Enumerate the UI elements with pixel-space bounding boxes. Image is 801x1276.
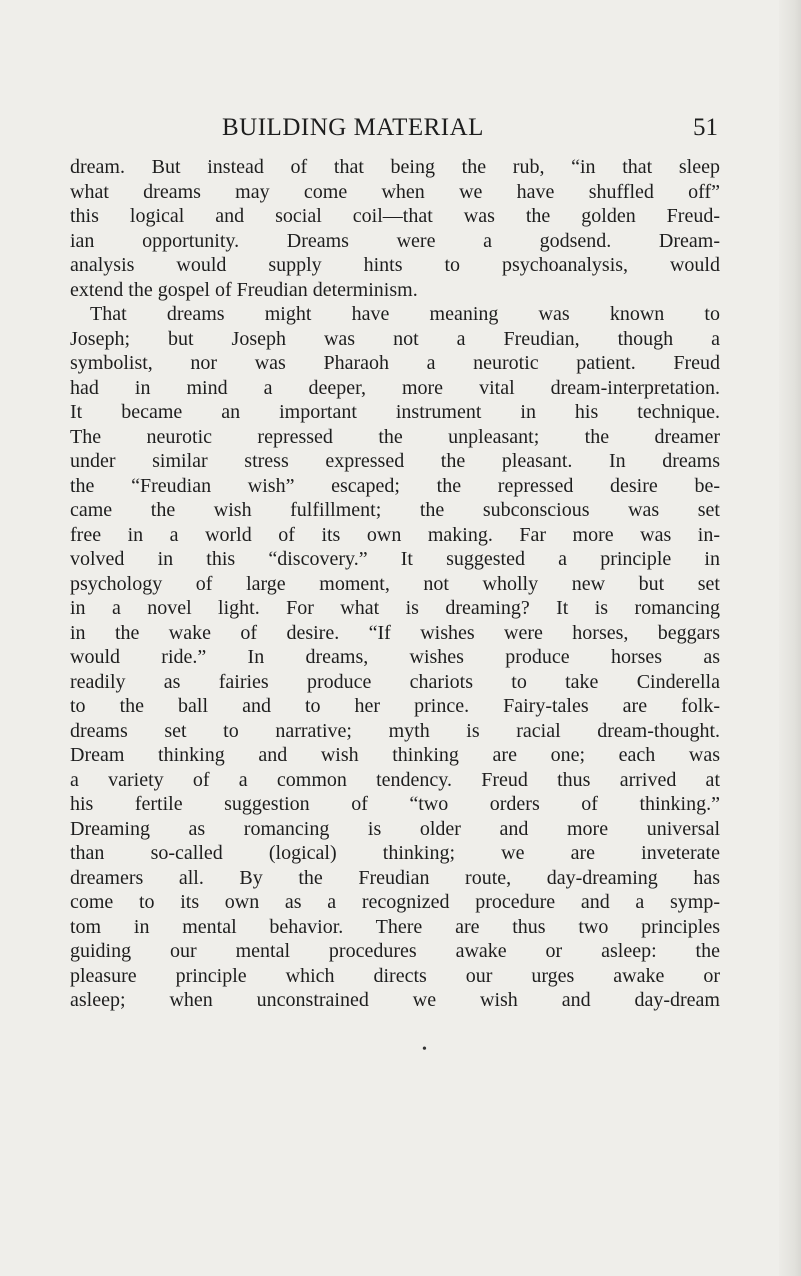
text-line: in the wake of desire. “If wishes were horses, beggars bbox=[70, 621, 720, 644]
text-line: symbolist, nor was Pharaoh a neurotic patient. Freud bbox=[70, 352, 720, 374]
text-line: would ride.” In dreams, wishes produce horses as bbox=[70, 646, 720, 668]
text-line: dreamers all. By the Freudian route, day-dreaming has bbox=[70, 866, 720, 889]
text-line: a variety of a common tendency. Freud thus arrived at bbox=[70, 768, 720, 791]
text-line: this logical and social coil—that was the golden Freud- bbox=[70, 205, 720, 227]
text-line: than so-called (logical) thinking; we are inveterate bbox=[70, 842, 720, 864]
text-line: extend the gospel of Freudian determinism. bbox=[70, 278, 418, 301]
text-line: in a novel light. For what is dreaming? It is romancing bbox=[70, 597, 720, 619]
text-line: free in a world of its own making. Far more was in- bbox=[70, 523, 720, 546]
text-line: psychology of large moment, not wholly new but set bbox=[70, 572, 720, 595]
text-line: dreams set to narrative; myth is racial dream-thought. bbox=[70, 719, 720, 742]
running-title: BUILDING MATERIAL bbox=[222, 114, 484, 141]
text-line: guiding our mental procedures awake or asleep: the bbox=[70, 940, 720, 962]
text-line: had in mind a deeper, more vital dream-interpretation. bbox=[70, 376, 720, 399]
text-line: dream. But instead of that being the rub, “in that sleep bbox=[70, 156, 720, 178]
text-line: volved in this “discovery.” It suggested a principle in bbox=[70, 548, 720, 570]
page-number: 51 bbox=[693, 114, 718, 141]
text-line: under similar stress expressed the pleasant. In dreams bbox=[70, 450, 720, 472]
text-line: tom in mental behavior. There are thus two principles bbox=[70, 915, 720, 938]
text-line: the “Freudian wish” escaped; the repressed desire be- bbox=[70, 474, 720, 497]
footer-mark: • bbox=[422, 1042, 427, 1057]
text-line: asleep; when unconstrained we wish and day-dream bbox=[70, 989, 720, 1011]
text-line: Dreaming as romancing is older and more universal bbox=[70, 817, 720, 840]
text-line: analysis would supply hints to psychoanalysis, would bbox=[70, 254, 720, 276]
text-line: readily as fairies produce chariots to take Cinderella bbox=[70, 670, 720, 693]
page-edge-shadow bbox=[779, 0, 801, 1276]
text-line: came the wish fulfillment; the subconscious was set bbox=[70, 499, 720, 521]
text-line: come to its own as a recognized procedure and a symp- bbox=[70, 891, 720, 913]
text-line: to the ball and to her prince. Fairy-tales are folk- bbox=[70, 695, 720, 717]
body-text bbox=[70, 155, 720, 1013]
text-line: his fertile suggestion of “two orders of thinking.” bbox=[70, 793, 720, 815]
text-line: what dreams may come when we have shuffled off” bbox=[70, 180, 720, 203]
running-header bbox=[70, 114, 718, 148]
text-line: Dream thinking and wish thinking are one; each was bbox=[70, 744, 720, 766]
text-line: It became an important instrument in his technique. bbox=[70, 401, 720, 423]
text-line: Joseph; but Joseph was not a Freudian, though a bbox=[70, 327, 720, 350]
text-line: The neurotic repressed the unpleasant; the dreamer bbox=[70, 425, 720, 448]
text-line: That dreams might have meaning was known to bbox=[90, 303, 720, 325]
text-line: pleasure principle which directs our urges awake or bbox=[70, 964, 720, 987]
text-line: ian opportunity. Dreams were a godsend. Dream- bbox=[70, 229, 720, 252]
